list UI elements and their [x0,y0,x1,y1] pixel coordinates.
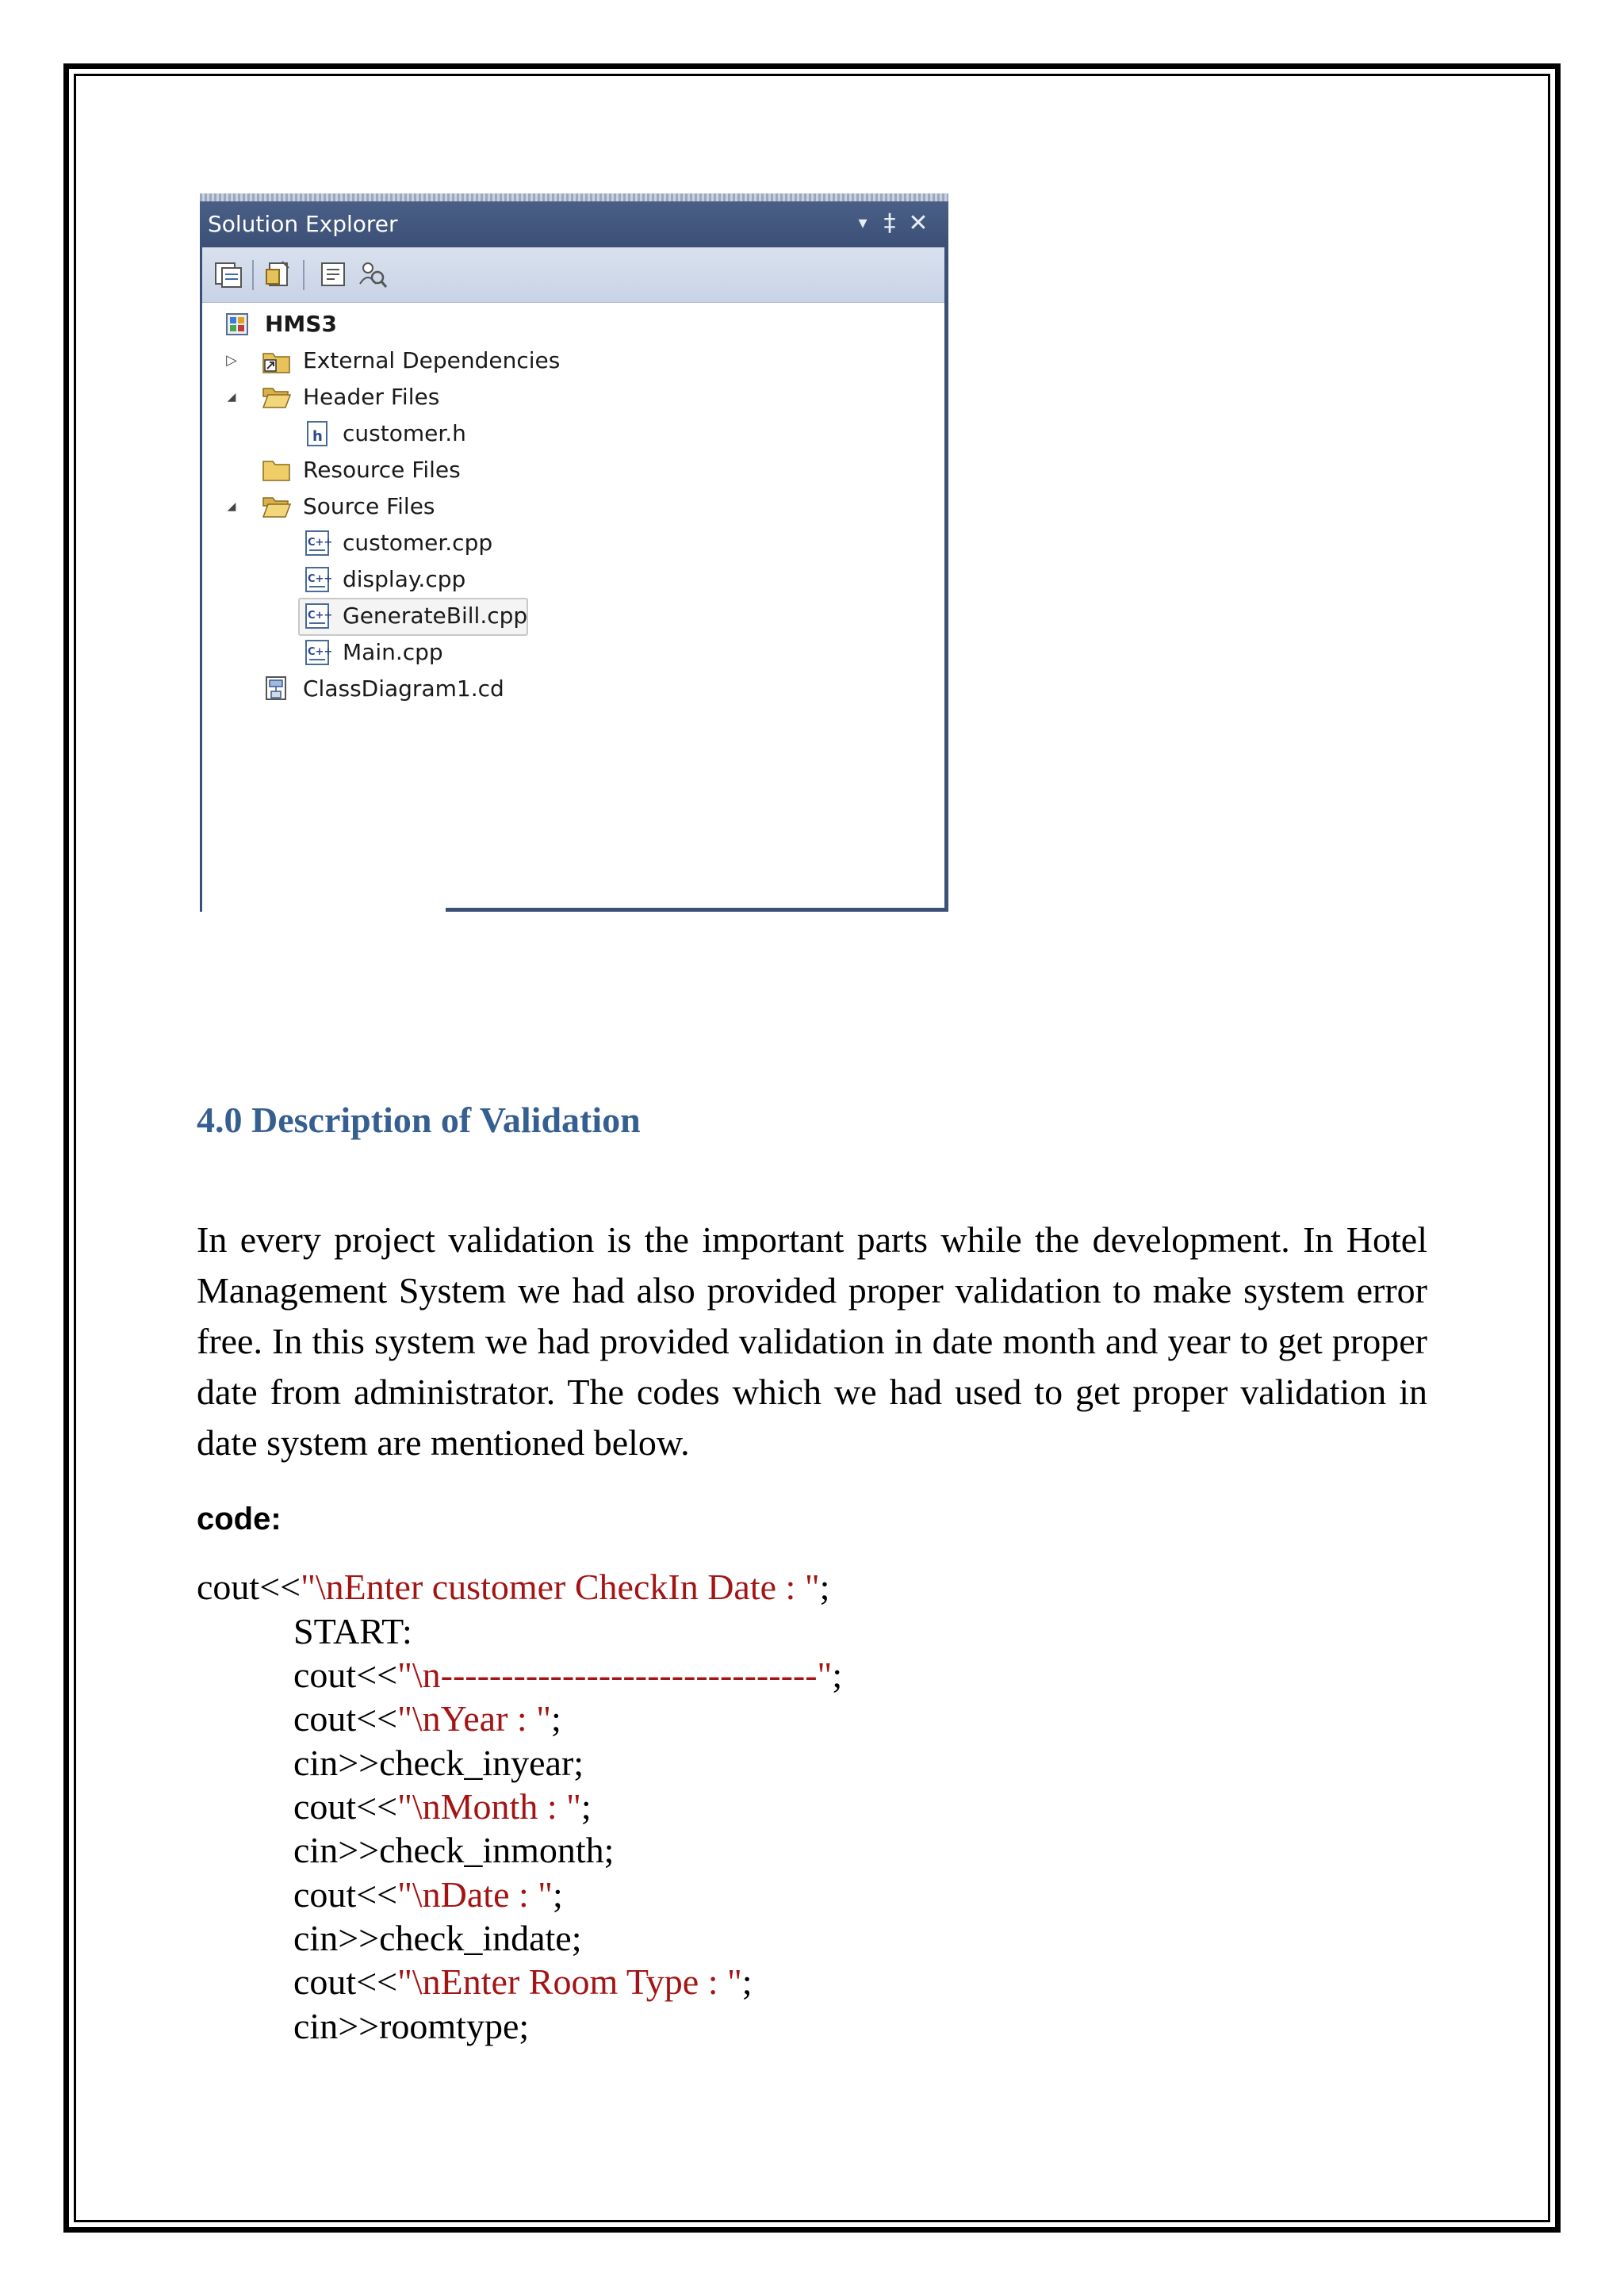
tree-item-label: customer.cpp [343,530,493,556]
dependencies-folder-icon [262,347,292,374]
tree-item-label: Source Files [303,493,435,519]
cpp-file-icon [303,530,333,557]
panel-top-edge [200,193,948,201]
code-line: cout<<"\n-------------------------------"; [293,1655,843,1695]
collapse-arrow-icon[interactable]: ◢ [227,391,236,404]
solution-explorer-titlebar [200,201,948,247]
tree-item-label: GenerateBill.cpp [343,603,528,629]
tree-item-label: customer.h [343,420,466,446]
panel-border-left [200,247,202,912]
collapse-arrow-icon[interactable]: ◢ [227,500,236,513]
cpp-file-icon [303,639,333,666]
tree-item-label: display.cpp [343,566,466,592]
class-view-icon[interactable] [357,258,389,290]
open-folder-icon [262,493,292,520]
class-diagram-icon [262,675,292,702]
tree-item-label: External Dependencies [303,347,561,373]
cpp-file-icon [303,603,333,629]
expand-arrow-icon[interactable]: ▷ [226,352,237,369]
svg-text:C++: C++ [308,537,333,549]
panel-border-bottom [446,908,948,912]
code-line: cout<<"\nDate : "; [293,1874,563,1915]
show-all-files-icon[interactable] [263,258,295,290]
code-line: START: [293,1611,412,1651]
dropdown-arrow-icon[interactable]: ▾ [858,213,868,233]
code-line: cout<<"\nEnter Room Type : "; [293,1961,753,2002]
code-line: cout<<"\nEnter customer CheckIn Date : "; [197,1567,830,1607]
code-line: cin>>check_indate; [293,1918,582,1958]
properties-icon[interactable] [213,258,244,290]
code-line: cin>>check_inmonth; [293,1830,615,1870]
toolbar-separator [303,260,304,290]
refresh-icon[interactable] [317,258,349,290]
code-line: cout<<"\nMonth : "; [293,1786,592,1827]
solution-explorer-toolbar [200,247,948,303]
solution-explorer-panel [200,193,948,912]
svg-text:C++: C++ [308,573,333,585]
section-heading: 4.0 Description of Validation [197,1100,641,1140]
cpp-file-icon [303,566,333,593]
tree-item-label: Resource Files [303,457,461,483]
code-line: cout<<"\nYear : "; [293,1698,561,1739]
code-label: code: [197,1502,282,1536]
svg-text:h: h [312,428,323,445]
solution-explorer-title: Solution Explorer [208,211,398,237]
svg-text:C++: C++ [308,610,333,622]
panel-border-right [944,247,948,912]
tree-item-label: ClassDiagram1.cd [303,675,504,702]
pin-icon[interactable]: ‡ [883,209,896,237]
code-line: cin>>roomtype; [293,2006,530,2046]
code-line: cin>>check_inyear; [293,1743,584,1783]
tree-item-label: Main.cpp [343,639,443,665]
open-folder-icon [262,384,292,411]
svg-text:C++: C++ [308,646,333,658]
tree-item-label: Header Files [303,384,440,410]
project-icon [224,311,254,338]
header-file-icon [303,420,333,447]
project-label: HMS3 [265,311,337,337]
body-paragraph: In every project validation is the important parts while the development. In Hotel Management System we had also provided proper validation to make system error free. In this system we had provided validation in date month and year to get proper date from administrator. The codes which we had used to get proper validation in date system are mentioned below. [197,1219,1427,1463]
toolbar-separator [252,260,254,290]
close-icon[interactable]: ✕ [908,209,929,237]
folder-icon [262,457,292,484]
